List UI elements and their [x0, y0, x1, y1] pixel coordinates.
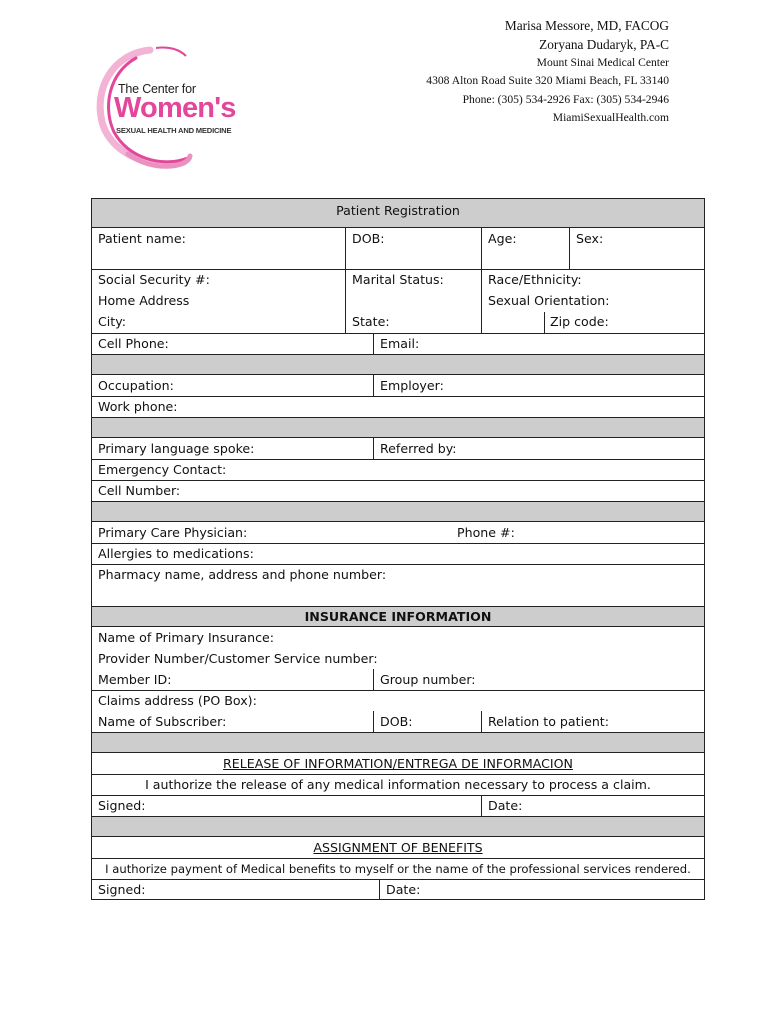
- referred-by-label: Referred by:: [380, 441, 457, 456]
- col-line: [373, 375, 374, 396]
- marital-status-label: Marital Status:: [352, 272, 444, 287]
- doctor-name-1: Marisa Messore, MD, FACOG: [504, 18, 669, 33]
- city-label: City:: [98, 314, 127, 329]
- sex-label: Sex:: [576, 231, 604, 246]
- clinic-logo: [92, 44, 242, 174]
- row-line: [91, 396, 705, 397]
- employer-label: Employer:: [380, 378, 444, 393]
- col-line: [373, 711, 374, 732]
- emergency-contact-label: Emergency Contact:: [98, 462, 227, 477]
- pharmacy-label: Pharmacy name, address and phone number:: [98, 567, 387, 582]
- primary-language-label: Primary language spoke:: [98, 441, 255, 456]
- race-label: Race/Ethnicity:: [488, 272, 582, 287]
- col-line: [379, 879, 380, 900]
- cell-phone-label: Cell Phone:: [98, 336, 169, 351]
- logo-line1: The Center for: [118, 82, 196, 96]
- signed-label-2: Signed:: [98, 882, 146, 897]
- col-line: [544, 312, 545, 333]
- patient-name-label: Patient name:: [98, 231, 186, 246]
- primary-insurance-label: Name of Primary Insurance:: [98, 630, 274, 645]
- pcp-label: Primary Care Physician:: [98, 525, 248, 540]
- release-header: RELEASE OF INFORMATION/ENTREGA DE INFORMACION: [223, 756, 573, 771]
- member-id-label: Member ID:: [98, 672, 172, 687]
- clinic-website[interactable]: MiamiSexualHealth.com: [552, 110, 669, 124]
- date-label-2: Date:: [386, 882, 421, 897]
- group-number-label: Group number:: [380, 672, 476, 687]
- col-line: [481, 228, 482, 333]
- subscriber-label: Name of Subscriber:: [98, 714, 227, 729]
- clinic-header: [426, 16, 669, 127]
- zip-label: Zip code:: [550, 314, 609, 329]
- provider-number-label: Provider Number/Customer Service number:: [98, 651, 378, 666]
- signed-label-1: Signed:: [98, 798, 146, 813]
- relation-label: Relation to patient:: [488, 714, 609, 729]
- form-title: Patient Registration: [336, 203, 460, 218]
- claims-address-label: Claims address (PO Box):: [98, 693, 257, 708]
- clinic-phone: Phone: (305) 534-2926 Fax: (305) 534-2946: [462, 92, 669, 106]
- release-text: I authorize the release of any medical information necessary to process a claim.: [145, 777, 651, 792]
- assignment-header: ASSIGNMENT OF BENEFITS: [313, 840, 483, 855]
- col-line: [373, 333, 374, 354]
- logo-line3: SEXUAL HEALTH AND MEDICINE: [116, 126, 232, 135]
- row-line: [91, 480, 705, 481]
- col-line: [373, 438, 374, 459]
- insurance-header: INSURANCE INFORMATION: [304, 609, 492, 624]
- doctor-name-2: Zoryana Dudaryk, PA-C: [539, 37, 669, 52]
- row-line: [91, 795, 705, 796]
- cell-number-label: Cell Number:: [98, 483, 181, 498]
- col-line: [481, 795, 482, 816]
- home-address-label: Home Address: [98, 293, 190, 308]
- ssn-label: Social Security #:: [98, 272, 210, 287]
- assignment-text: I authorize payment of Medical benefits to myself or the name of the professional services rendered.: [105, 862, 691, 876]
- clinic-address: 4308 Alton Road Suite 320 Miami Beach, FL 33140: [426, 74, 669, 88]
- logo-line2: Women's: [114, 92, 236, 124]
- age-label: Age:: [488, 231, 517, 246]
- col-line: [373, 669, 374, 690]
- dob-label: DOB:: [352, 231, 385, 246]
- occupation-label: Occupation:: [98, 378, 174, 393]
- allergies-label: Allergies to medications:: [98, 546, 254, 561]
- col-line: [481, 711, 482, 732]
- email-label: Email:: [380, 336, 420, 351]
- date-label-1: Date:: [488, 798, 523, 813]
- subscriber-dob-label: DOB:: [380, 714, 413, 729]
- col-line: [345, 228, 346, 333]
- pcp-phone-label: Phone #:: [457, 525, 515, 540]
- col-line: [569, 228, 570, 269]
- state-label: State:: [352, 314, 390, 329]
- medical-center: Mount Sinai Medical Center: [536, 56, 669, 69]
- work-phone-label: Work phone:: [98, 399, 178, 414]
- sexual-orientation-label: Sexual Orientation:: [488, 293, 610, 308]
- registration-form: [91, 198, 705, 900]
